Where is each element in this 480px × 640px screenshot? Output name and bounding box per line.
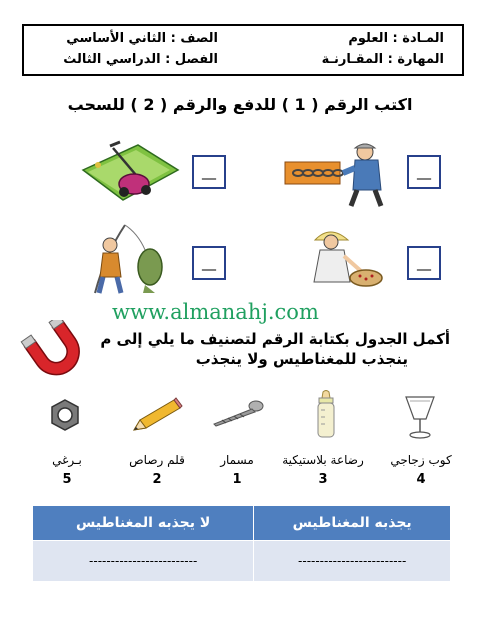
chain-pulling-man-image: [283, 140, 388, 208]
answer-box-mower[interactable]: __: [192, 155, 226, 189]
answer-box-woman[interactable]: __: [407, 246, 441, 280]
cell-attract[interactable]: -------------------------: [254, 541, 451, 582]
col-attract-header: يجذبه المغناطيس: [254, 506, 451, 541]
item-label-glass: كوب زجاجي: [390, 453, 452, 467]
item-number-screw: 5: [62, 472, 72, 487]
lawn-mower-image: [78, 140, 183, 205]
glass-cup-image: [400, 393, 440, 441]
grade-label: الصف : الثاني الأساسي: [66, 31, 218, 46]
item-label-nail: مسمار: [220, 453, 254, 467]
skill-label: المهارة : المقـارنـة: [321, 52, 444, 67]
woman-sieve-image: [300, 222, 385, 297]
col-not-attract-header: لا يجذبه المغناطيس: [33, 506, 254, 541]
item-number-pencil: 2: [152, 472, 162, 487]
cell-not-attract[interactable]: -------------------------: [33, 541, 254, 582]
table-row: [33, 541, 451, 582]
nut-image: [48, 398, 82, 432]
item-label-pencil: قلم رصاص: [129, 453, 185, 467]
answer-box-chain[interactable]: __: [407, 155, 441, 189]
fisherman-image: [85, 215, 175, 295]
nail-image: [208, 398, 266, 428]
magnet-image: [20, 320, 90, 380]
subject-label: المـادة : العلوم: [348, 31, 444, 46]
classification-table: [32, 505, 451, 582]
item-label-bottle: رضاعة بلاستيكية: [282, 453, 364, 467]
item-number-glass: 4: [416, 472, 426, 487]
question2-line1: أكمل الجدول بكتابة الرقم لتصنيف ما يلي إلى م: [100, 330, 450, 348]
pencil-image: [128, 396, 183, 434]
item-number-nail: 1: [232, 472, 242, 487]
question2-line2: ينجذب للمغناطيس ولا ينجذب: [195, 350, 408, 368]
item-number-bottle: 3: [318, 472, 328, 487]
item-label-screw: بـرغي: [52, 453, 82, 467]
term-label: الفصل : الدراسي الثالث: [63, 52, 218, 67]
baby-bottle-image: [313, 390, 339, 440]
watermark: www.almanahj.com: [112, 300, 319, 324]
table-header-row: [33, 506, 451, 541]
answer-box-fisherman[interactable]: __: [192, 246, 226, 280]
question1-title: اكتب الرقم ( 1 ) للدفع والرقم ( 2 ) للسحب: [67, 95, 413, 114]
